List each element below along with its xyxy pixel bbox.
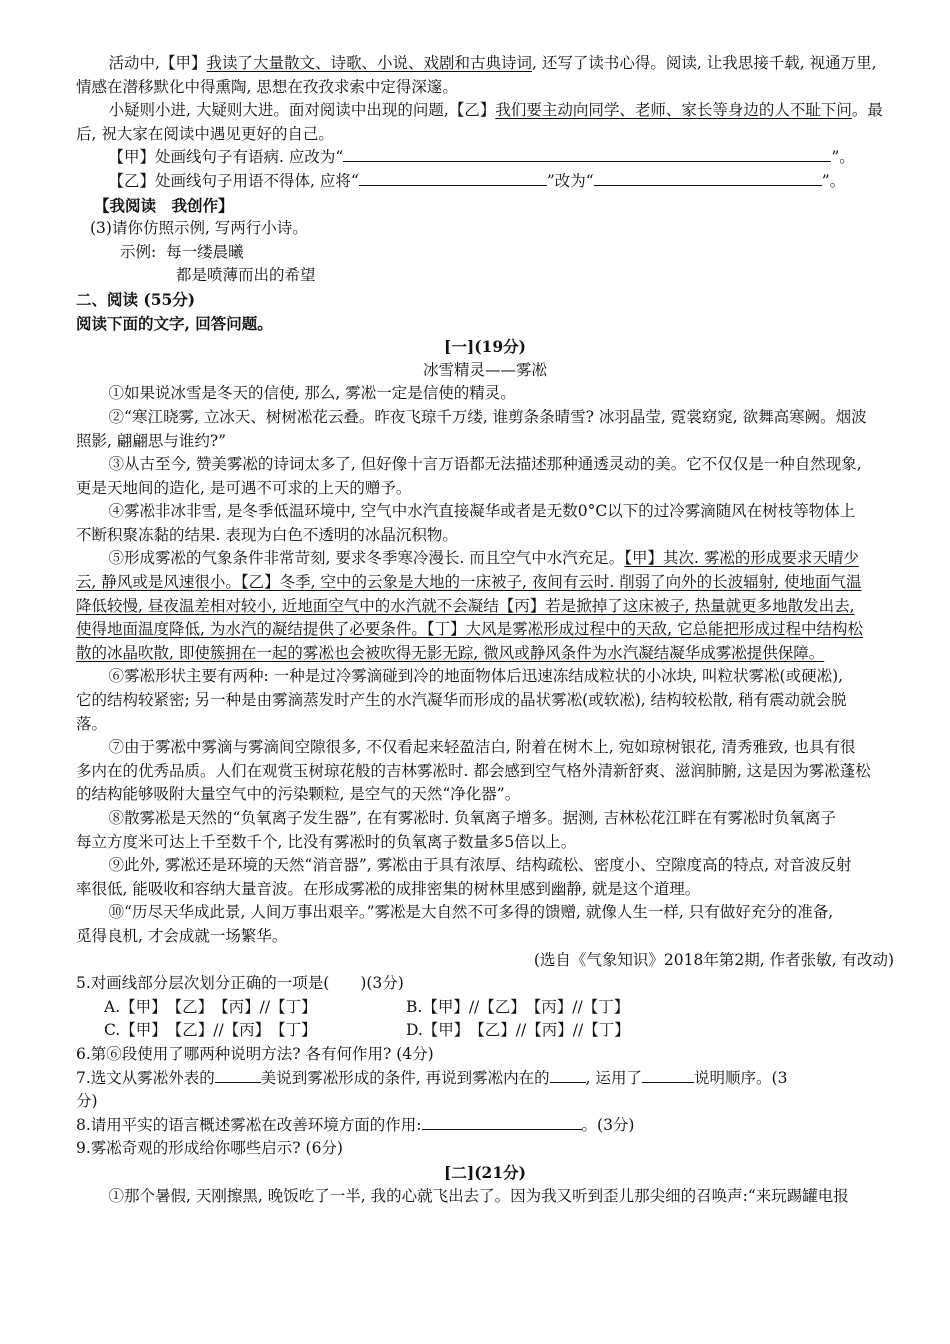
- question-8: [76, 1114, 894, 1138]
- article-line: 不断积聚冻黏的结果. 表现为白色不透明的冰晶沉积物。: [76, 525, 458, 544]
- article-line: ⑩“历尽天华成此景, 人间万事出艰辛。”雾凇是大自然不可多得的馈赠, 就像人生一样, 只有做好充分的准备,: [108, 903, 834, 922]
- option-c[interactable]: C.【甲】 【乙】//【丙】 【丁】: [104, 1021, 317, 1040]
- underlined-passage: 【甲】其次. 雾凇的形成要求天晴少: [624, 549, 859, 568]
- article-line: 照影, 翩翩思与谁约?”: [76, 431, 227, 450]
- example-label: 示例:: [120, 242, 157, 261]
- option-d[interactable]: D.【甲】 【乙】//【丙】//【丁】: [406, 1021, 630, 1040]
- article-line: ⑥雾凇形状主要有两种: 一种是过冷雾滴碰到冷的地面物体后迅速冻结成粒状的小冰块, 叫粒状雾凇(或硬凇),: [108, 667, 844, 686]
- article-source: (选自《气象知识》2018年第2期, 作者张敏, 有改动): [533, 950, 894, 969]
- section-title: 二、阅读 (55分): [76, 289, 196, 309]
- answer-blank[interactable]: [642, 1068, 694, 1083]
- answer-blank[interactable]: [594, 171, 822, 186]
- example-text: 每一缕晨曦: [166, 242, 244, 261]
- article-line: [76, 547, 894, 571]
- text: ”。: [831, 148, 855, 167]
- question-6: 6.第⑥段使用了哪两种说明方法? 各有何作用? (4分): [76, 1044, 434, 1063]
- text: 8.请用平实的语言概述雾凇在改善环境方面的作用:: [76, 1115, 422, 1134]
- article-line: 的结构能够吸附大量空气中的污染颗粒, 是空气的天然“净化器”。: [76, 785, 521, 804]
- article-line: ②“寒江晓雾, 立冰天、树树凇花云叠。昨夜飞琼千万缕, 谁剪条条晴雪? 冰羽晶莹, 霓裳窈窕, 欲舞高寒阙。烟波: [108, 407, 867, 426]
- answer-blank[interactable]: [550, 1068, 586, 1083]
- option-b[interactable]: B.【甲】//【乙】 【丙】//【丁】: [406, 997, 630, 1016]
- article-line: ⑦由于雾凇中雾滴与雾滴间空隙很多, 不仅看起来轻盈洁白, 附着在树木上, 宛如琼树银花, 清秀雅致, 也具有很: [108, 738, 856, 757]
- article-line: 每立方度米可达上千至数千个, 比没有雾凇时的负氧离子数量多5倍以上。: [76, 832, 577, 851]
- options-row: [76, 996, 894, 1020]
- text: ”。: [821, 171, 846, 190]
- question-3: (3)请你仿照示例, 写两行小诗。: [90, 219, 308, 238]
- part-label: [一](19分): [444, 337, 526, 357]
- answer-blank[interactable]: [215, 1068, 261, 1083]
- answer-blank[interactable]: [359, 171, 547, 186]
- options-row: [76, 1019, 894, 1043]
- underlined-passage: 云, 静风或是风速很小。【乙】冬季, 空中的云象是大地的一床被子, 夜间有云时. 削弱了向外的长波辐射, 使地面气温: [76, 573, 862, 592]
- text: 。最: [851, 101, 883, 120]
- text: 美说到雾凇形成的条件, 再说到雾凇内在的: [260, 1068, 550, 1087]
- article-line: [76, 595, 894, 619]
- underlined-passage: 散的冰晶吹散, 即使簇拥在一起的雾凇也会被吹得无影无踪, 微风或静风条件为水汽凝结凝华成雾凇提供保障。: [76, 643, 825, 662]
- answer-blank[interactable]: [422, 1115, 582, 1130]
- text: 7.选文从雾凇外表的: [76, 1068, 215, 1087]
- text: , 运用了: [585, 1068, 643, 1087]
- question-7: [76, 1067, 894, 1091]
- document-page: [76, 52, 894, 1208]
- article-line: [76, 642, 894, 666]
- article-line: ①那个暑假, 天刚擦黑, 晚饭吃了一半, 我的心就飞出去了。因为我又听到歪儿那尖细的召唤声:“来玩踢罐电报: [108, 1186, 849, 1205]
- question-yi: [76, 170, 894, 194]
- underlined-sentence-yi: 我们要主动向同学、老师、家长等身边的人不耻下问: [495, 101, 852, 120]
- article-line: 落。: [76, 714, 108, 733]
- text: ⑤形成雾凇的气象条件非常苛刻, 要求冬季寒冷漫长. 而且空气中水汽充足。: [108, 549, 625, 568]
- article-line: ③从古至今, 赞美雾凇的诗词太多了, 但好像十言万语都无法描述那种通透灵动的美。它不仅仅是一种自然现象,: [108, 455, 862, 474]
- article-line: 多内在的优秀品质。人们在观赏玉树琼花般的吉林雾凇时. 都会感到空气格外清新舒爽、滋润肺腑, 这是因为雾凇蓬松: [76, 761, 871, 780]
- paragraph: [76, 52, 894, 76]
- underlined-sentence-jia: 我读了大量散文、诗歌、小说、戏剧和古典诗词: [206, 54, 532, 72]
- article-line: [76, 571, 894, 595]
- article-line: ⑨此外, 雾凇还是环境的天然“消音器”, 雾凇由于具有浓厚、结构疏松、密度小、空隙度高的特点, 对音波反射: [108, 856, 852, 875]
- paragraph-line: 情感在潜移默化中得熏陶, 思想在孜孜求索中定得深邃。: [76, 77, 458, 96]
- question-7-cont: 分): [76, 1092, 98, 1111]
- article-line: ④雾凇非冰非雪, 是冬季低温环境中, 空气中水汽直接凝华或者是无数0°C以下的过冷雾滴随风在树枝等物体上: [108, 502, 856, 521]
- article-line: 觅得良机, 才会成就一场繁华。: [76, 926, 288, 945]
- question-9: 9.雾凇奇观的形成给你哪些启示? (6分): [76, 1139, 343, 1158]
- paragraph-line: 后, 祝大家在阅读中遇见更好的自己。: [76, 124, 334, 143]
- question-jia: [76, 146, 894, 170]
- article-line: 它的结构较紧密; 另一种是由雾滴蒸发时产生的水汽凝华而形成的晶状雾凇(或软凇), 结构较松散, 稍有震动就会脱: [76, 691, 847, 710]
- article-line: [76, 618, 894, 642]
- part-label: [二](21分): [444, 1162, 526, 1182]
- article-title: 冰雪精灵——雾凇: [422, 360, 547, 379]
- article-line: ⑧散雾凇是天然的“负氧离子发生器”, 在有雾凇时. 负氧离子增多。据测, 吉林松花江畔在有雾凇时负氧离子: [108, 809, 836, 827]
- example-line: [76, 241, 894, 265]
- article-line: ①如果说冰雪是冬天的信使, 那么, 雾凇一定是信使的精灵。: [108, 384, 516, 403]
- text: ”改为“: [546, 171, 594, 190]
- text: 说明顺序。(3: [694, 1068, 788, 1087]
- article-line: 更是天地间的造化, 是可遇不可求的上天的赠予。: [76, 478, 412, 497]
- text: 小疑则小进, 大疑则大进。面对阅读中出现的问题,【乙】: [108, 101, 496, 120]
- answer-blank[interactable]: [343, 147, 831, 162]
- section-heading: 【我阅读 我创作】: [94, 195, 234, 215]
- text: 【甲】处画线句子有语病. 应改为“: [108, 148, 344, 167]
- example-line: 都是喷薄而出的希望: [176, 266, 316, 285]
- text: 活动中,【甲】: [108, 54, 207, 72]
- section-instruction: 阅读下面的文字, 回答问题。: [76, 313, 273, 333]
- article-line: 率很低, 能吸收和容纳大量音波。在形成雾凇的成排密集的树林里感到幽静, 就是这个道理。: [76, 879, 701, 898]
- text: 【乙】处画线句子用语不得体, 应将“: [108, 171, 359, 190]
- option-a[interactable]: A.【甲】 【乙】 【丙】//【丁】: [104, 997, 317, 1016]
- underlined-passage: 降低较慢, 昼夜温差相对较小, 近地面空气中的水汽就不会凝结【丙】若是掀掉了这床被子, 热量就更多地散发出去,: [76, 596, 855, 615]
- underlined-passage: 使得地面温度降低, 为水汽的凝结提供了必要条件。【丁】大风是雾凇形成过程中的天敌, 它总能把形成过程中结构松: [76, 620, 863, 639]
- paragraph: [76, 99, 894, 123]
- question-5: 5.对画线部分层次划分正确的一项是( )(3分): [76, 974, 404, 993]
- text: 。(3分): [581, 1115, 635, 1134]
- text: , 还写了读书心得。阅读, 让我思接千载, 视通万里,: [532, 54, 877, 72]
